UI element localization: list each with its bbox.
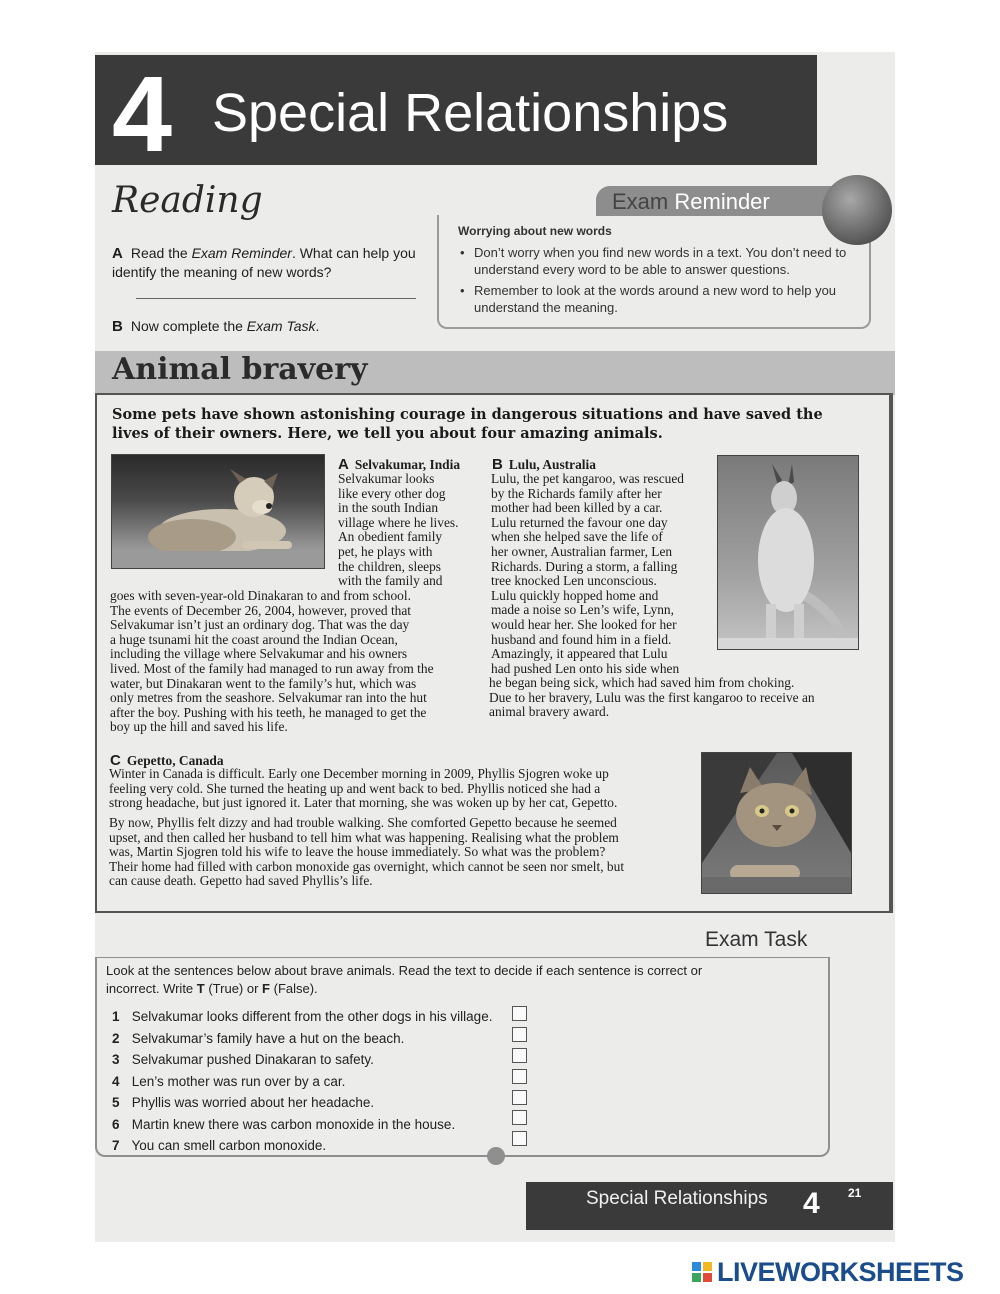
statement-number: 6	[112, 1116, 120, 1132]
section-a-title: Selvakumar, India	[354, 457, 461, 472]
cat-photo	[701, 752, 852, 894]
answer-box-6[interactable]	[512, 1110, 527, 1125]
question-a-em: Exam Reminder	[191, 245, 292, 261]
answer-line[interactable]	[136, 298, 416, 299]
exam-reminder-heading: Worrying about new words	[458, 224, 612, 238]
statement-number: 7	[112, 1138, 120, 1153]
text-line: with the family and	[338, 573, 443, 589]
instruction-text: (True) or	[204, 981, 263, 996]
section-c-title: Gepetto, Canada	[126, 753, 224, 768]
statement-item	[112, 1114, 492, 1136]
dog-icon	[112, 455, 324, 568]
text-line: Their home had filled with carbon monoxide gas overnight, which cannot be seen nor smelt, but	[109, 858, 625, 874]
footer-title: Special Relationships	[586, 1188, 768, 1209]
statement-item	[112, 1049, 492, 1071]
text-line: pet, he plays with	[338, 543, 433, 559]
statement-number: 5	[112, 1095, 120, 1110]
statement-number: 1	[112, 1009, 120, 1024]
section-c-para-1	[109, 767, 699, 811]
text-line: husband and found him in a field.	[491, 631, 672, 647]
text-line: tree knocked Len unconscious.	[491, 573, 657, 589]
text-line: village where he lives.	[338, 514, 459, 530]
page-number: 21	[848, 1186, 862, 1200]
exam-reminder-label-2: Reminder	[674, 189, 770, 214]
liveworksheets-logo-icon	[692, 1262, 712, 1282]
text-line: after the boy. Pushing with his teeth, he managed to get the	[110, 704, 427, 720]
text-line: by the Richards family after her	[491, 485, 662, 501]
statement-text: Selvakumar looks different from the other dogs in his village.	[131, 1009, 493, 1024]
text-line: can cause death. Gepetto had saved Phyllis’s life.	[109, 873, 373, 889]
kangaroo-photo	[717, 455, 859, 650]
statement-number: 3	[112, 1052, 120, 1067]
statement-number: 2	[112, 1030, 120, 1046]
text-line: An obedient family	[338, 529, 443, 545]
instruction-f: F	[262, 981, 270, 996]
text-line: the children, sleeps	[338, 558, 441, 574]
dog-photo	[111, 454, 325, 569]
instruction-t: T	[196, 981, 205, 996]
liveworksheets-brand[interactable]: LIVEWORKSHEETS	[717, 1257, 964, 1287]
article-title: Animal bravery	[112, 352, 368, 387]
question-a-letter: A	[112, 245, 123, 262]
text-line: made a noise so Len’s wife, Lynn,	[491, 602, 674, 618]
instruction-text: (False).	[270, 981, 318, 996]
reading-heading: Reading	[112, 180, 263, 221]
article-intro: Some pets have shown astonishing courage in dangerous situations and have saved the lives of their owners. Here, we tell you about four amazing animals.	[112, 406, 823, 442]
question-b-letter: B	[112, 318, 123, 335]
answer-box-7[interactable]	[512, 1131, 527, 1146]
text-line: including the village where Selvakumar and his owners	[110, 646, 408, 662]
footer-chapter-number: 4	[803, 1187, 820, 1220]
instruction-line-1: Look at the sentences below about brave animals. Read the text to decide if each sentence is correct or	[106, 963, 703, 978]
text-line: her owner, Australian farmer, Len	[491, 543, 673, 559]
text-line: boy up the hill and saved his life.	[110, 719, 288, 735]
statement-item	[112, 1092, 492, 1114]
exam-reminder-bullets	[458, 244, 863, 320]
text-line: Amazingly, it appeared that Lulu	[491, 646, 668, 662]
statement-text: Selvakumar’s family have a hut on the beach.	[131, 1030, 405, 1046]
section-b-title: Lulu, Australia	[508, 457, 596, 472]
answer-box-3[interactable]	[512, 1048, 527, 1063]
text-line: Due to her bravery, Lulu was the first kangaroo to receive an	[489, 689, 815, 705]
text-line: Lulu returned the favour one day	[491, 514, 668, 530]
statement-text: You can smell carbon monoxide.	[131, 1138, 327, 1153]
statement-text: Phyllis was worried about her headache.	[131, 1095, 375, 1110]
question-b-text-2: .	[315, 318, 320, 334]
statement-number: 4	[112, 1073, 120, 1089]
reminder-bullet: • Don’t worry when you find new words in a text. You don’t need to understand every word to be able to answer questions.	[458, 244, 863, 278]
text-line: Richards. During a storm, a falling	[491, 558, 678, 574]
text-line: goes with seven-year-old Dinakaran to and from school.	[110, 588, 411, 603]
section-a-letter: A	[338, 456, 349, 473]
text-line: was, Martin Sjogren told his wife to leave the house immediately. So what was the problem?	[109, 844, 606, 860]
statement-text: Selvakumar pushed Dinakaran to safety.	[131, 1052, 374, 1067]
section-b-narrow-text	[491, 472, 713, 676]
globe-icon	[822, 175, 892, 245]
text-line: a huge tsunami hit the coast around the Indian Ocean,	[110, 631, 398, 647]
question-b-em: Exam Task	[246, 318, 316, 334]
text-line: water, but Dinakaran went to the family’s hut, which was	[110, 675, 417, 691]
text-line: Selvakumar isn’t just an ordinary dog. That was the day	[110, 617, 410, 633]
answer-box-2[interactable]	[512, 1027, 527, 1042]
section-b-full-text	[489, 676, 859, 720]
question-a-text-2: . What can help you identify the meaning of new words?	[112, 245, 416, 280]
text-line: mother had been killed by a car.	[491, 500, 663, 516]
instruction-line-2	[106, 980, 746, 998]
text-line: when she helped save the life of	[491, 529, 663, 545]
kangaroo-icon	[718, 456, 858, 649]
statement-list	[112, 1006, 492, 1157]
statement-item	[112, 1006, 492, 1028]
exam-task-instruction	[106, 962, 746, 998]
answer-box-4[interactable]	[512, 1069, 527, 1084]
text-line: in the south Indian	[338, 500, 439, 516]
reminder-bullet: • Remember to look at the words around a new word to help you understand the meaning.	[458, 282, 863, 316]
section-a-full-text	[110, 589, 485, 735]
statement-item	[112, 1028, 492, 1050]
cat-icon	[702, 753, 851, 893]
text-line: upset, and then called her husband to tell him what was happening. Realising what the problem	[109, 829, 619, 845]
text-line: By now, Phyllis felt dizzy and had trouble walking. She comforted Gepetto because he seemed	[109, 815, 617, 830]
text-line: strong headache, but just ignored it. Later that morning, she was woken up by her cat, Gepetto.	[109, 795, 618, 811]
text-line: he began being sick, which had saved him from choking.	[489, 675, 795, 690]
text-line: Lulu quickly hopped home and	[491, 587, 659, 603]
text-line: The events of December 26, 2004, however, proved that	[110, 602, 412, 618]
statement-text: Len’s mother was run over by a car.	[131, 1073, 346, 1089]
text-line: like every other dog	[338, 485, 446, 501]
exam-task-label: Exam Task	[705, 928, 808, 951]
exam-reminder-label	[612, 189, 770, 215]
text-line: Lulu, the pet kangaroo, was rescued	[491, 471, 684, 486]
exam-reminder-label-1: Exam	[612, 189, 669, 214]
text-line: lived. Most of the family had managed to run away from the	[110, 660, 434, 676]
section-c-letter: C	[110, 752, 121, 769]
answer-box-1[interactable]	[512, 1006, 527, 1021]
answer-box-5[interactable]	[512, 1090, 527, 1105]
text-line: had pushed Len onto his side when	[491, 660, 680, 676]
instruction-text: incorrect. Write	[106, 981, 197, 996]
section-a-narrow-text	[338, 472, 483, 589]
text-line: Winter in Canada is difficult. Early one December morning in 2009, Phyllis Sjogren woke up	[109, 766, 609, 781]
text-line: only metres from the seashore. Selvakumar ran into the hut	[110, 690, 427, 706]
text-line: feeling very cold. She turned the heating up and went back to bed. Phyllis noticed she had a	[109, 780, 601, 796]
question-b-text-1: Now complete the	[130, 318, 247, 334]
text-line: Selvakumar looks	[338, 471, 435, 486]
chapter-number: 4	[112, 53, 173, 174]
statement-item	[112, 1135, 492, 1157]
text-line: animal bravery award.	[489, 704, 610, 720]
question-b	[112, 317, 319, 336]
question-a-text-1: Read the	[130, 245, 192, 261]
question-a	[112, 244, 422, 281]
statement-item	[112, 1071, 492, 1093]
section-b-letter: B	[492, 456, 503, 473]
statement-text: Martin knew there was carbon monoxide in the house.	[131, 1116, 456, 1132]
chapter-title: Special Relationships	[212, 83, 729, 143]
section-c-para-2	[109, 816, 699, 889]
text-line: would hear her. She looked for her	[491, 616, 677, 632]
